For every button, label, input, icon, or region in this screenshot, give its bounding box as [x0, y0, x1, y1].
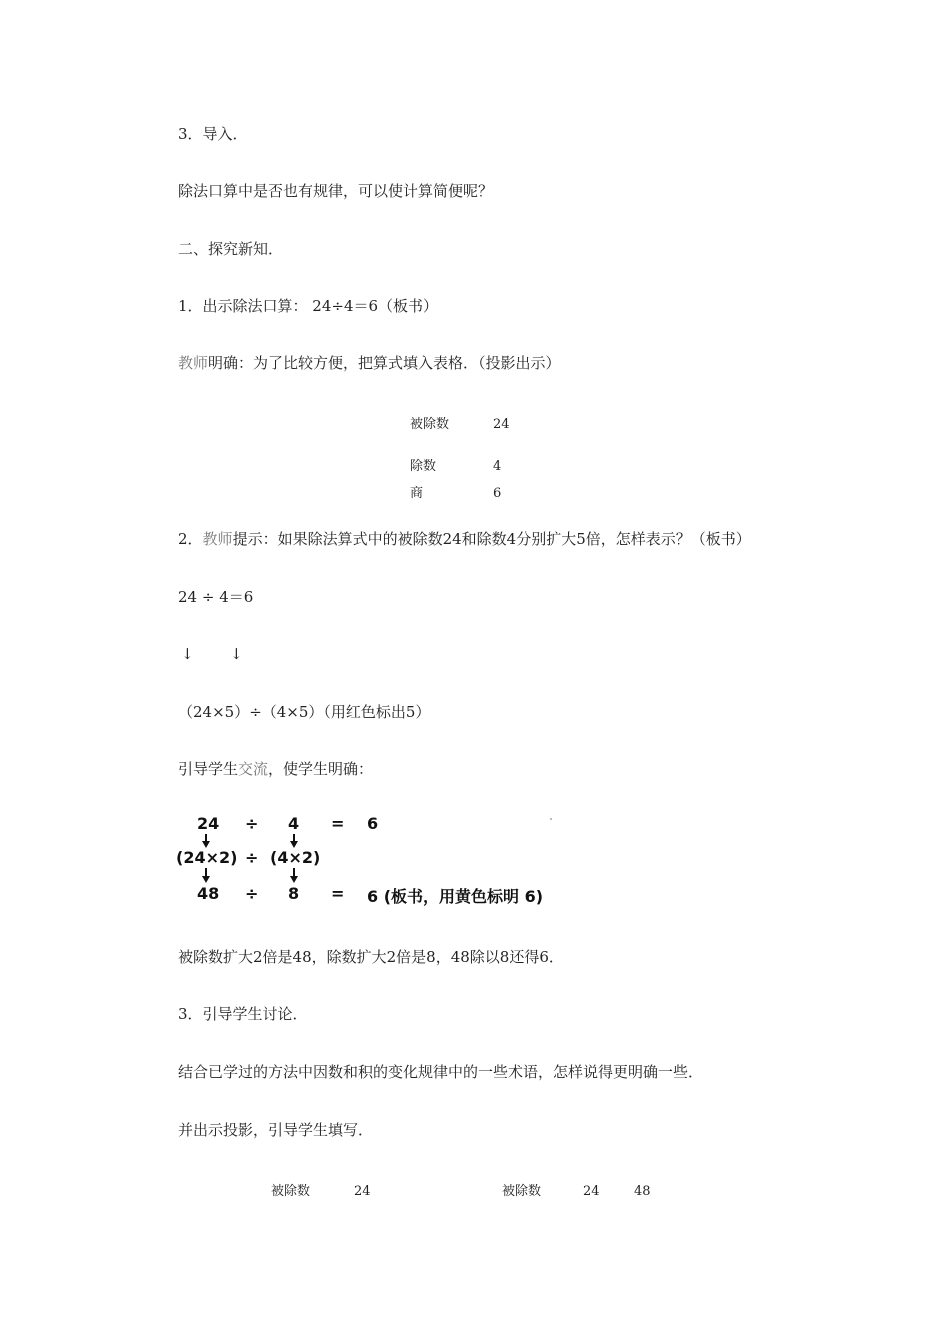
down-arrow-icon [290, 876, 298, 883]
down-arrow-icon [202, 841, 210, 848]
table-row [410, 416, 510, 434]
table-row [410, 458, 501, 476]
exchange-word: 交流 [238, 760, 269, 778]
step-3-text: 3．引导学生讨论． [178, 1005, 308, 1023]
figure-operator: ÷ [245, 848, 259, 867]
table-value: 4 [493, 459, 502, 474]
table-row [502, 1183, 651, 1201]
step-2-text [178, 529, 751, 549]
step-1-text: 1．出示除法口算： 24÷4＝6（板书） [178, 297, 439, 315]
table-value: 6 [493, 486, 502, 501]
projection-text: 并出示投影，引导学生填写． [178, 1121, 374, 1139]
guide-rest: ，使学生明确： [268, 760, 374, 778]
figure-operator: ÷ [245, 814, 259, 833]
expanded-equation-text: （24×5）÷（4×5）（用红色标出5） [178, 703, 431, 721]
down-arrow-icon: ↓ [181, 645, 194, 663]
figure-new-divisor: 8 [288, 884, 300, 903]
figure-equals: = [331, 814, 345, 833]
table-value: 24 [354, 1184, 371, 1199]
figure-new-dividend: 48 [197, 884, 220, 903]
figure-expanded-divisor: (4×2) [270, 848, 321, 867]
table-value: 24 [583, 1184, 600, 1199]
table-value: 48 [634, 1184, 651, 1199]
scan-speck [550, 818, 552, 820]
figure-operator: ÷ [245, 884, 259, 903]
table-value: 24 [493, 417, 510, 432]
down-arrow-icon [290, 841, 298, 848]
step-2-number: 2． [178, 530, 203, 548]
figure-expanded-dividend: (24×2) [176, 848, 238, 867]
combine-text: 结合已学过的方法中因数和积的变化规律中的一些术语，怎样说得更明确一些． [178, 1063, 704, 1081]
section-heading-intro: 3．导入． [178, 125, 248, 143]
figure-quotient: 6 [367, 814, 379, 833]
down-arrow-icon [202, 876, 210, 883]
guide-text [178, 759, 373, 779]
table-label: 被除数 [410, 417, 450, 432]
figure-equals: = [331, 884, 345, 903]
figure-quotient-note: 6 (板书，用黄色标明 6) [367, 887, 544, 906]
guide-pre: 引导学生 [178, 760, 239, 778]
table-label: 被除数 [502, 1184, 542, 1199]
step-2-rest: 提示：如果除法算式中的被除数24和除数4分别扩大5倍，怎样表示？（板书） [232, 530, 751, 548]
section-heading-explore: 二、探究新知． [178, 240, 284, 258]
equation-text: 24 ÷ 4＝6 [178, 588, 254, 606]
teacher-clarify-text [178, 353, 561, 373]
table-label: 商 [410, 486, 424, 501]
table-row [271, 1183, 371, 1201]
teacher-word: 教师 [178, 354, 209, 372]
teacher-word: 教师 [202, 530, 233, 548]
table-label: 被除数 [271, 1184, 311, 1199]
conclusion-text: 被除数扩大2倍是48，除数扩大2倍是8，48除以8还得6． [178, 948, 564, 966]
figure-dividend: 24 [197, 814, 220, 833]
teacher-clarify-rest: 明确：为了比较方便，把算式填入表格．（投影出示） [208, 354, 561, 372]
down-arrow-icon: ↓ [230, 645, 243, 663]
table-label: 除数 [410, 459, 437, 474]
question-text: 除法口算中是否也有规律，可以使计算简便呢？ [178, 182, 494, 200]
figure-divisor: 4 [288, 814, 300, 833]
table-row [410, 485, 501, 503]
